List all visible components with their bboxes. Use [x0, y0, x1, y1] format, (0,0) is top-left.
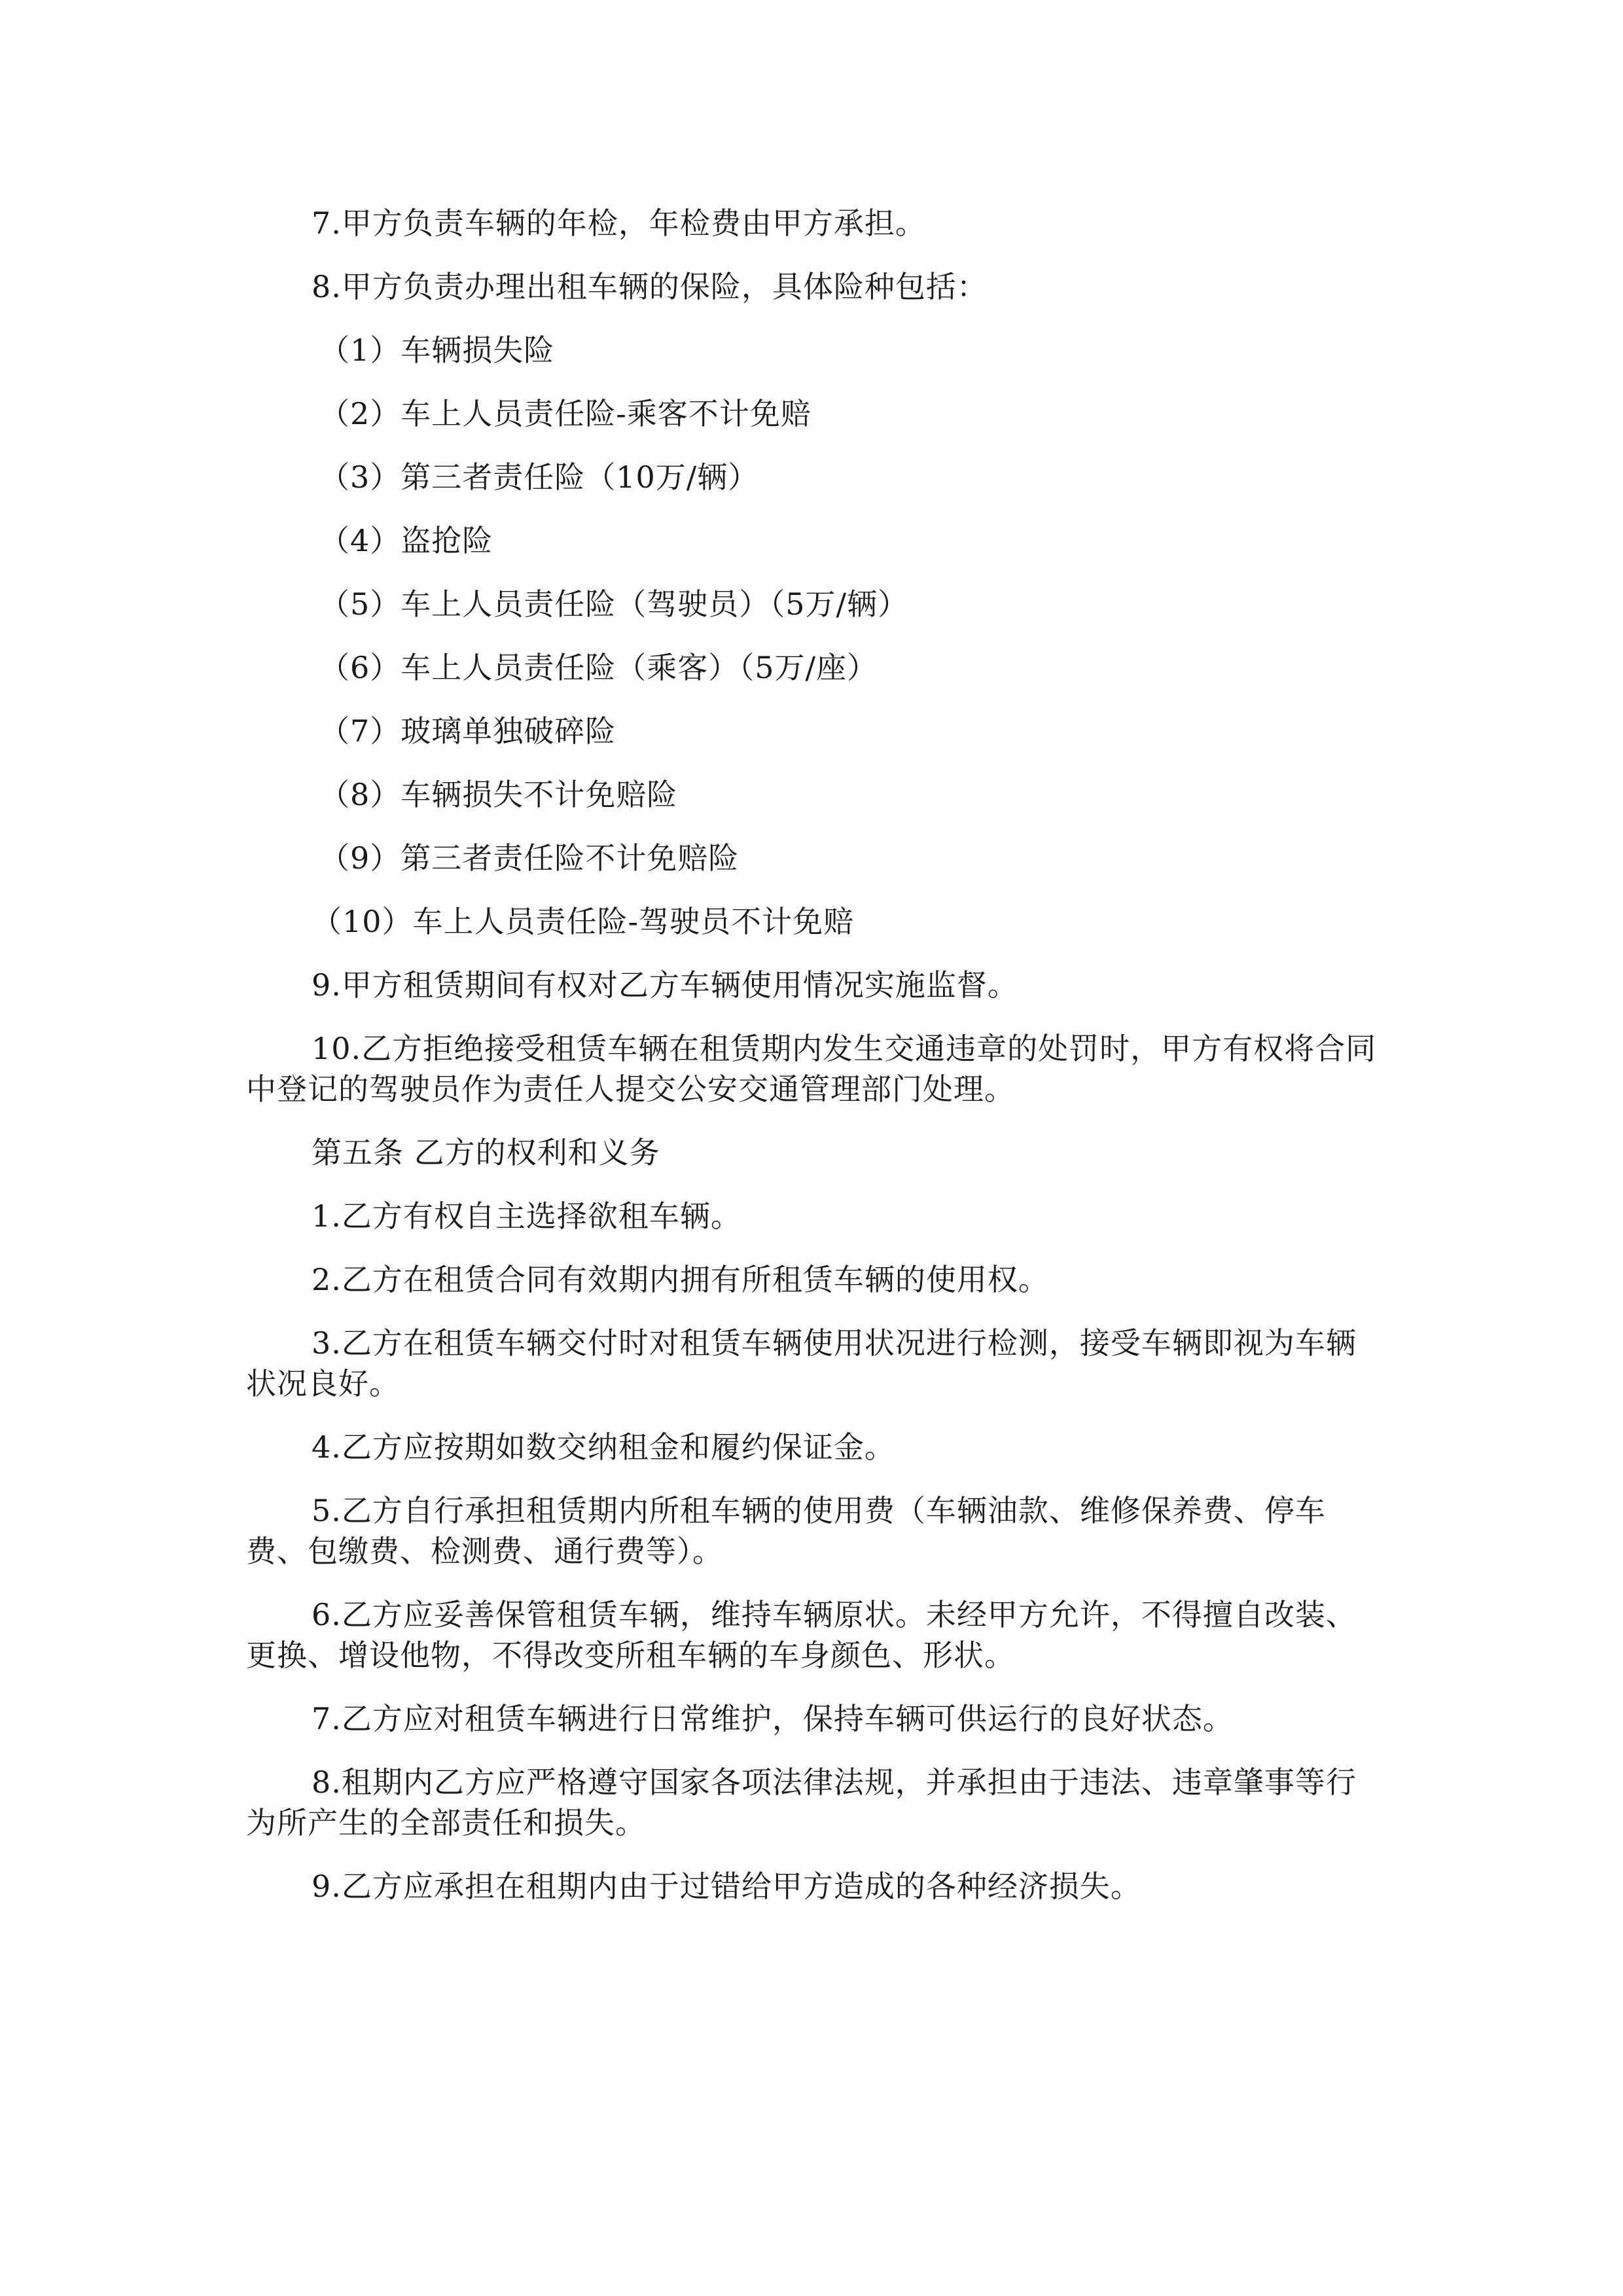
insurance-item-9: （9）第三者责任险不计免赔险 [319, 840, 740, 876]
paragraph-losses: 9.乙方应承担在租期内由于过错给甲方造成的各种经济损失。 [312, 1869, 1141, 1904]
insurance-item-6: （6）车上人员责任险（乘客）（5万/座） [319, 650, 878, 685]
paragraph-care-vehicle: 6.乙方应妥善保管租赁车辆，维持车辆原状。未经甲方允许，不得擅自改装、更换、增设他物，不得改变所租车辆的车身颜色、形状。 [246, 1597, 1357, 1673]
insurance-item-7: （7）玻璃单独破碎险 [319, 713, 616, 749]
paragraph-supervision: 9.甲方租赁期间有权对乙方车辆使用情况实施监督。 [312, 967, 1018, 1003]
insurance-item-2: （2）车上人员责任险-乘客不计免赔 [319, 396, 812, 431]
insurance-item-8: （8）车辆损失不计免赔险 [319, 777, 678, 812]
paragraph-inspection-delivery: 3.乙方在租赁车辆交付时对租赁车辆使用状况进行检测，接受车辆即视为车辆状况良好。 [246, 1325, 1357, 1401]
paragraph-right-choose: 1.乙方有权自主选择欲租车辆。 [312, 1198, 741, 1234]
paragraph-usage-fees: 5.乙方自行承担租赁期内所租车辆的使用费（车辆油款、维修保养费、停车费、包缴费、检测费、通行费等）。 [246, 1493, 1326, 1569]
insurance-item-1: （1）车辆损失险 [319, 332, 555, 368]
paragraph-pay-rent: 4.乙方应按期如数交纳租金和履约保证金。 [312, 1429, 895, 1465]
insurance-item-4: （4）盗抢险 [319, 523, 493, 558]
insurance-item-10: （10）车上人员责任险-驾驶员不计免赔 [312, 904, 855, 939]
paragraph-right-use: 2.乙方在租赁合同有效期内拥有所租赁车辆的使用权。 [312, 1262, 1049, 1297]
paragraph-annual-inspection: 7.甲方负责车辆的年检，年检费由甲方承担。 [312, 206, 926, 241]
paragraph-insurance: 8.甲方负责办理出租车辆的保险，具体险种包括： [312, 269, 988, 304]
paragraph-violation: 10.乙方拒绝接受租赁车辆在租赁期内发生交通违章的处罚时，甲方有权将合同中登记的驾驶员作为责任人提交公安交通管理部门处理。 [246, 1031, 1377, 1107]
document-body [246, 203, 1380, 1907]
insurance-item-3: （3）第三者责任险（10万/辆） [319, 459, 759, 495]
insurance-item-5: （5）车上人员责任险（驾驶员）（5万/辆） [319, 586, 909, 622]
paragraph-maintenance: 7.乙方应对租赁车辆进行日常维护，保持车辆可供运行的良好状态。 [312, 1701, 1234, 1736]
section-heading-article-5: 第五条 乙方的权利和义务 [312, 1135, 660, 1170]
paragraph-obey-law: 8.租期内乙方应严格遵守国家各项法律法规，并承担由于违法、违章肇事等行为所产生的全部责任和损失。 [246, 1765, 1357, 1840]
